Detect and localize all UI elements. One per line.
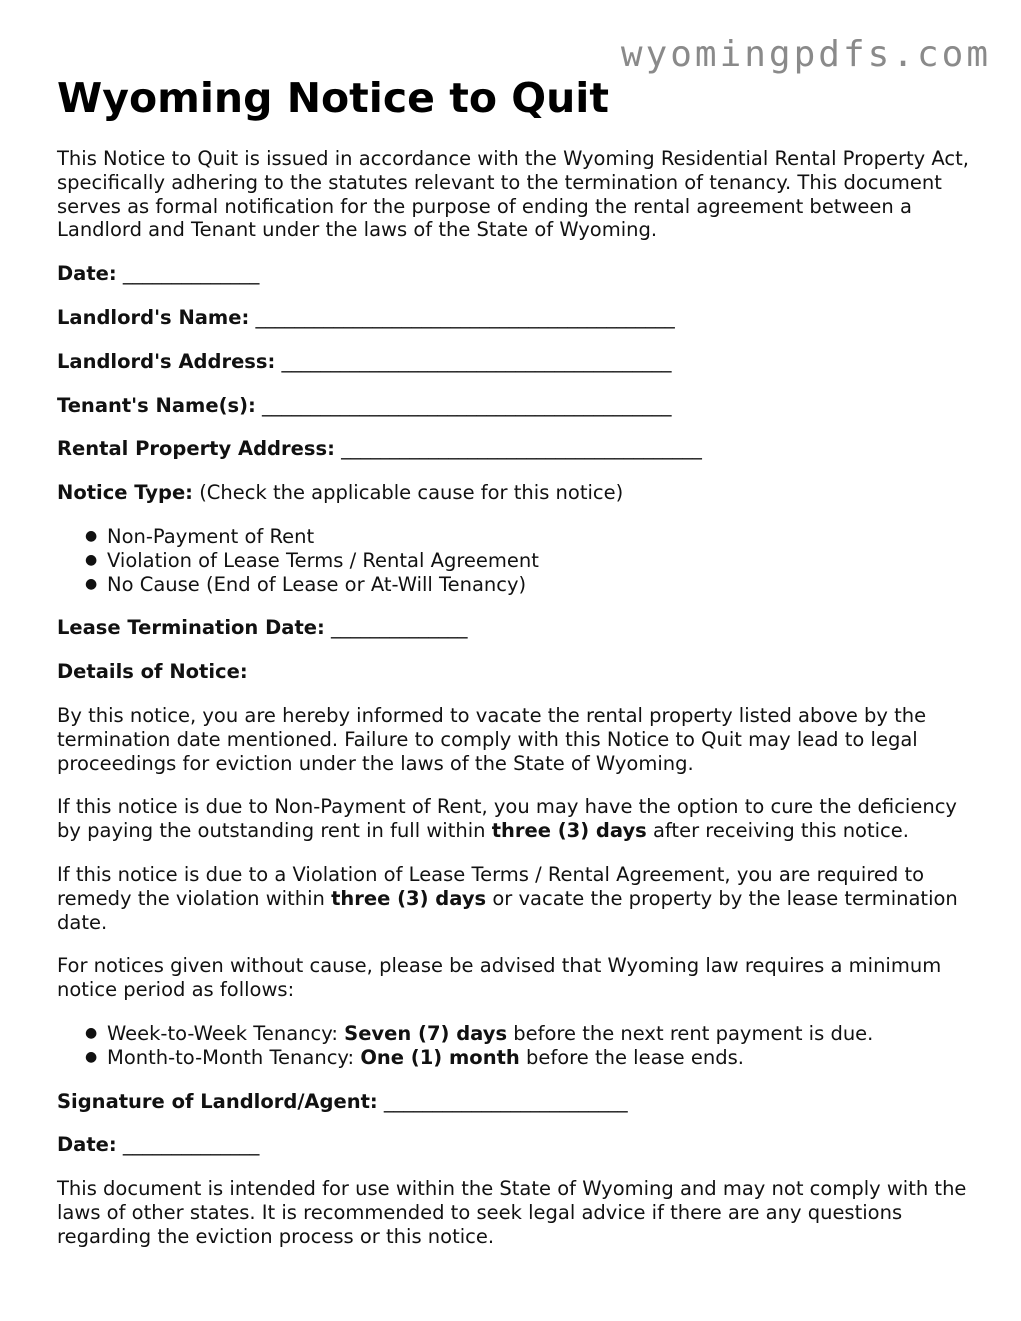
details-paragraph-4: For notices given without cause, please be advised that Wyoming law requires a minimum notice period as follows: — [57, 954, 942, 1002]
details-p3-bold: three (3) days — [331, 886, 487, 910]
period-bold: Seven (7) days — [344, 1021, 508, 1045]
details-paragraph-1: By this notice, you are hereby informed to vacate the rental property listed above by the termination date mentioned. Failure to comply with this Notice to Quit may lead to legal proceedings for eviction under the laws of the State of Wyoming. — [57, 703, 927, 775]
tenant-names-label: Tenant's Name(s): — [57, 393, 256, 417]
period-text: Month-to-Month Tenancy: — [107, 1045, 361, 1069]
bullet-icon: ● — [85, 575, 98, 592]
list-item — [85, 1021, 977, 1046]
details-p3-tail: or vacate the property by the lease termination date. — [57, 886, 958, 934]
notice-type-list — [57, 525, 977, 596]
details-paragraph-2 — [57, 795, 977, 843]
signature-blank[interactable]: _________________________ — [383, 1089, 628, 1113]
lease-termination-label: Lease Termination Date: — [57, 616, 325, 640]
lease-termination-field — [57, 616, 977, 640]
notice-period-list — [57, 1022, 977, 1070]
page-title: Wyoming Notice to Quit — [57, 74, 609, 122]
landlord-name-label: Landlord's Name: — [57, 305, 250, 329]
rental-address-label: Rental Property Address: — [57, 437, 335, 461]
document-page — [57, 74, 977, 1249]
date-field — [57, 262, 977, 286]
notice-type-option: Violation of Lease Terms / Rental Agreement — [107, 548, 539, 572]
landlord-address-label: Landlord's Address: — [57, 349, 276, 373]
period-tail: before the lease ends. — [519, 1045, 744, 1069]
notice-type-label: Notice Type: — [57, 481, 193, 505]
tenant-names-field — [57, 394, 977, 418]
sign-date-label: Date: — [57, 1133, 117, 1157]
details-p2-bold: three (3) days — [491, 819, 647, 843]
footer-paragraph: This document is intended for use within the State of Wyoming and may not comply with the laws of other states. It is recommended to seek legal advice if there are any questions regarding the eviction process or this notice. — [57, 1177, 967, 1248]
bullet-icon: ● — [85, 1048, 98, 1065]
landlord-address-blank[interactable]: ________________________________________ — [281, 349, 672, 373]
list-item[interactable] — [85, 548, 977, 573]
details-paragraph-3 — [57, 863, 977, 934]
list-item[interactable] — [85, 524, 977, 549]
notice-type-field — [57, 481, 977, 505]
notice-type-hint: (Check the applicable cause for this notice) — [199, 481, 624, 505]
list-item[interactable] — [85, 572, 977, 597]
date-label: Date: — [57, 262, 117, 286]
signature-label: Signature of Landlord/Agent: — [57, 1089, 378, 1113]
landlord-name-blank[interactable]: ___________________________________________ — [255, 305, 675, 329]
bullet-icon: ● — [85, 527, 98, 544]
watermark: wyomingpdfs.com — [620, 34, 991, 75]
period-tail: before the next rent payment is due. — [507, 1021, 874, 1045]
details-heading-label: Details of Notice: — [57, 660, 248, 684]
sign-date-field — [57, 1133, 977, 1157]
tenant-names-blank[interactable]: __________________________________________ — [262, 393, 672, 417]
bullet-icon: ● — [85, 1024, 98, 1041]
details-p2-text: If this notice is due to Non-Payment of Rent, you may have the option to cure the deficiency by paying the outstanding rent in full within — [57, 795, 957, 843]
list-item — [85, 1045, 977, 1070]
notice-type-option: Non-Payment of Rent — [107, 524, 315, 548]
landlord-name-field — [57, 306, 977, 330]
bullet-icon: ● — [85, 551, 98, 568]
period-bold: One (1) month — [360, 1045, 520, 1069]
signature-field — [57, 1090, 977, 1114]
sign-date-blank[interactable]: ______________ — [122, 1133, 260, 1157]
details-p2-tail: after receiving this notice. — [646, 819, 909, 843]
details-p3-text: If this notice is due to a Violation of Lease Terms / Rental Agreement, you are required to remedy the violation within — [57, 862, 925, 910]
notice-type-option: No Cause (End of Lease or At-Will Tenancy) — [107, 572, 527, 596]
period-text: Week-to-Week Tenancy: — [107, 1021, 345, 1045]
lease-termination-blank[interactable]: ______________ — [331, 616, 468, 640]
details-heading — [57, 660, 977, 684]
rental-address-blank[interactable]: _____________________________________ — [341, 437, 702, 461]
date-blank[interactable]: ______________ — [122, 262, 260, 286]
intro-paragraph: This Notice to Quit is issued in accordance with the Wyoming Residential Rental Property Act, specifically adhering to the statutes relevant to the termination of tenancy. This document serves as formal notification for the purpose of ending the rental agreement between a Landlord and Tenant under the laws of the State of Wyoming. — [57, 147, 969, 242]
rental-address-field — [57, 437, 977, 461]
landlord-address-field — [57, 350, 977, 374]
